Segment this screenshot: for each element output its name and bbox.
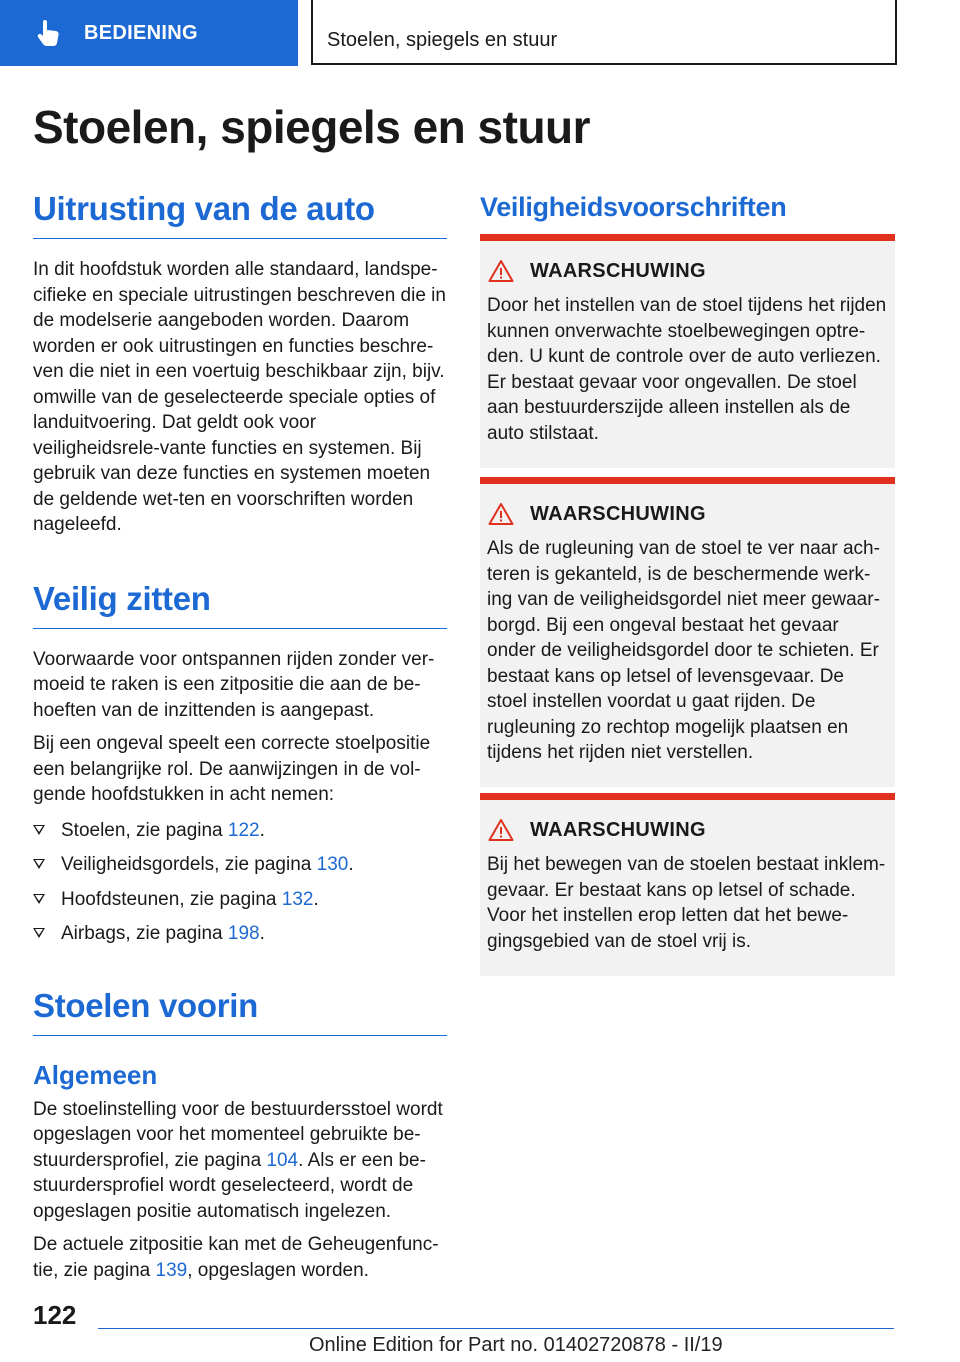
- reference-list: [33, 818, 447, 947]
- chapter-box: [311, 0, 897, 65]
- warning-text: Bij het bewegen van de stoelen bestaat inklem-gevaar. Er bestaat kans op letsel of schade. Voor het instellen erop letten dat het bewe-gingsgebied van de stoel vrij is.: [487, 854, 886, 952]
- footer-divider: [98, 1328, 894, 1329]
- subheading-algemeen: Algemeen: [33, 1059, 158, 1090]
- page-link[interactable]: 139: [155, 1259, 188, 1281]
- section-tab[interactable]: [0, 0, 298, 66]
- paragraph-algemeen-1: De stoelinstelling voor de bestuurdersstoel wordt opgeslagen voor het momenteel gebruikte be-stuurdersprofiel, zie pagina 104. Als er een be-stuurdersprofiel wordt geselecteerd, wordt de opgeslagen positie automatisch ingelezen.: [33, 1098, 443, 1222]
- page-title: Stoelen, spiegels en stuur: [33, 101, 591, 153]
- section-label: BEDIENING: [84, 21, 198, 44]
- page-link[interactable]: 122: [227, 819, 260, 841]
- warning-triangle-icon: [488, 818, 514, 842]
- page-number: 122: [33, 1300, 77, 1330]
- paragraph-veilig-1: Voorwaarde voor ontspannen rijden zonder ver-moeid te raken is een zitpositie die aan de be-hoeften van de inzittenden is aangepast.: [33, 648, 435, 721]
- page-link[interactable]: 198: [227, 923, 260, 944]
- heading-stoelen-voorin: Stoelen voorin: [33, 987, 447, 1036]
- triangle-bullet-icon: [33, 825, 45, 835]
- page-link[interactable]: 130: [316, 854, 349, 875]
- warning-title: WAARSCHUWING: [530, 259, 706, 282]
- warning-text: Als de rugleuning van de stoel te ver naar ach-teren is gekanteld, is de beschermende werk-ing van de veiligheidsgordel niet meer gewaar-borgd. Bij een ongeval bestaat het gevaar onder de veiligheidsgordel door te schieten. Er bestaat kans op letsel of levensgevaar. De stoel instellen voordat u gaat rijden. De rugleuning zo rechtop mogelijk plaatsen en tijdens het rijden niet verstellen.: [487, 538, 880, 763]
- pointing-hand-icon: [34, 19, 62, 47]
- list-item: Veiligheidsgordels, zie pagina 130.: [33, 852, 447, 878]
- page-link[interactable]: 132: [281, 888, 314, 910]
- heading-veiligheidsvoorschriften: Veiligheidsvoorschriften: [480, 192, 787, 222]
- chapter-title: Stoelen, spiegels en stuur: [327, 29, 558, 51]
- paragraph-veilig-2: Bij een ongeval speelt een correcte stoelpositie een belangrijke rol. De aanwijzingen in de vol-gende hoofdstukken in acht nemen:: [33, 733, 431, 805]
- warning-text: Door het instellen van de stoel tijdens het rijden kunnen onverwachte stoelbewegingen optre-den. U kunt de controle over de auto verliezen. Er bestaat gevaar voor ongevallen. De stoel aan bestuurderszijde alleen instellen als de auto stilstaat.: [487, 295, 887, 444]
- warning-box: [480, 477, 895, 787]
- triangle-bullet-icon: [33, 894, 45, 904]
- left-column: [33, 190, 447, 1283]
- page-header: [0, 0, 960, 66]
- warning-box: [480, 793, 895, 976]
- warning-box: [480, 234, 895, 468]
- warning-title: WAARSCHUWING: [530, 502, 706, 525]
- triangle-bullet-icon: [33, 928, 45, 938]
- list-item: Airbags, zie pagina 198.: [33, 921, 447, 947]
- edition-text: Online Edition for Part no. 01402720878 - II/19: [309, 1334, 723, 1356]
- paragraph-algemeen-2: De actuele zitpositie kan met de Geheugenfunc-tie, zie pagina 139, opgeslagen worden.: [33, 1234, 439, 1281]
- warning-title: WAARSCHUWING: [530, 818, 706, 841]
- triangle-bullet-icon: [33, 859, 45, 869]
- page-link[interactable]: 104: [266, 1149, 299, 1171]
- right-column: [480, 190, 895, 952]
- list-item: Stoelen, zie pagina 122.: [33, 818, 447, 844]
- list-item: Hoofdsteunen, zie pagina 132.: [33, 887, 447, 913]
- heading-veilig-zitten: Veilig zitten: [33, 580, 447, 629]
- paragraph-uitrusting: In dit hoofdstuk worden alle standaard, landspe-cifieke en speciale uitrustingen beschreven die in de modelserie aangeboden worden. Daarom worden er ook uitrustingen en functies beschre-ven die niet in een voertuig beschikbaar zijn, bijv. omwille van de geselecteerde speciale opties of landuitvoering. Dat geldt ook voor veiligheidsrele-vante functies en systemen. Bij gebruik van deze functies en systemen moeten de geldende wet-ten en voorschriften worden nageleefd.: [33, 259, 446, 535]
- heading-uitrusting: Uitrusting van de auto: [33, 190, 447, 239]
- warning-triangle-icon: [488, 502, 514, 526]
- warning-triangle-icon: [488, 259, 514, 283]
